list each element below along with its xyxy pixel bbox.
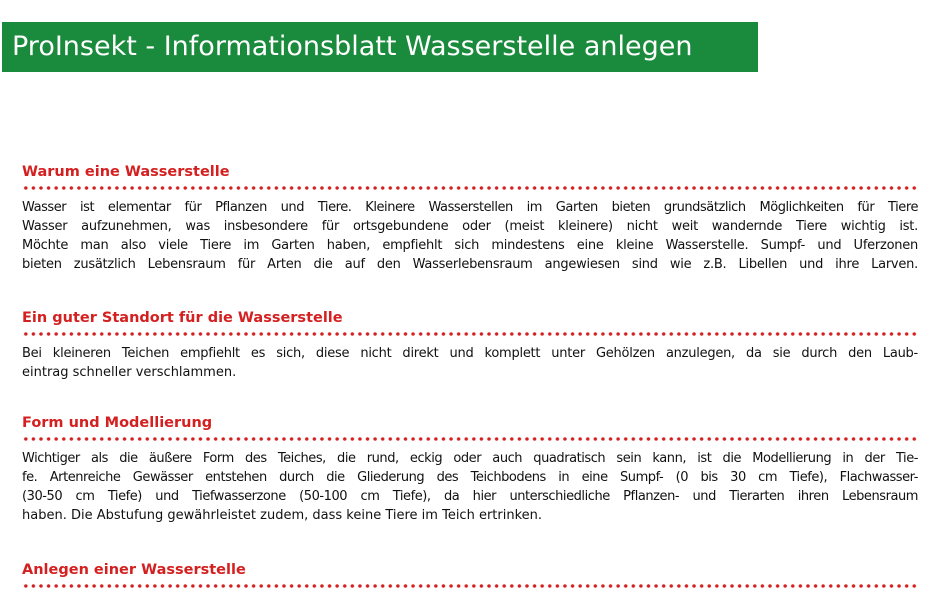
section-paragraph	[22, 198, 918, 274]
dotted-divider	[22, 584, 918, 588]
paragraph-line: eintrag schneller verschlammen.	[22, 365, 237, 380]
paragraph-line: (30-50 cm Tiefe) und Tiefwasserzone (50-100 cm Tiefe), da hier unterschiedliche Pflanzen- und Tierarten ihren Lebensraum	[22, 489, 918, 504]
paragraph-line: haben. Die Abstufung gewährleistet zudem, dass keine Tiere im Teich ertrinken.	[22, 508, 543, 523]
paragraph-line: Wasser ist elementar für Pflanzen und Tiere. Kleinere Wasserstellen im Garten bieten grundsätzlich Möglichkeiten für Tiere	[22, 200, 918, 215]
section-heading: Warum eine Wasserstelle	[22, 164, 230, 180]
section-anlegen-einer-wasserstelle	[22, 561, 918, 596]
paragraph-line: fe. Artenreiche Gewässer entstehen durch die Gliederung des Teichbodens in eine Sumpf- (0 bis 30 cm Tiefe), Flachwasser-	[22, 470, 918, 485]
dotted-divider	[22, 437, 918, 441]
section-heading: Form und Modellierung	[22, 415, 213, 431]
section-heading: Ein guter Standort für die Wasserstelle	[22, 310, 343, 326]
paragraph-line: Wasser aufzunehmen, was insbesondere für ortsgebundene oder (meist kleinere) nicht weit wandernde Tiere wichtig ist.	[22, 219, 918, 234]
section-warum-eine-wasserstelle	[22, 163, 918, 274]
paragraph-line: Wichtiger als die äußere Form des Teiches, die rund, eckig oder auch quadratisch sein kann, ist die Modellierung in der Tie-	[22, 451, 918, 466]
section-form-und-modellierung	[22, 414, 918, 525]
section-guter-standort	[22, 309, 918, 382]
dotted-divider	[22, 186, 918, 190]
section-paragraph	[22, 344, 918, 382]
section-paragraph	[22, 449, 918, 525]
section-heading: Anlegen einer Wasserstelle	[22, 562, 246, 578]
document-title: ProInsekt - Informationsblatt Wasserstelle anlegen	[2, 22, 758, 72]
paragraph-line: Bei kleineren Teichen empfiehlt es sich, diese nicht direkt und komplett unter Gehölzen anzulegen, da sie durch den Laub-	[22, 346, 918, 361]
dotted-divider	[22, 332, 918, 336]
paragraph-line: Möchte man also viele Tiere im Garten haben, empfiehlt sich mindestens eine kleine Wasserstelle. Sumpf- und Uferzonen	[22, 238, 918, 253]
paragraph-line: bieten zusätzlich Lebensraum für Arten die auf den Wasserlebensraum angewiesen sind wie z.B. Libellen und ihre Larven.	[22, 257, 918, 272]
